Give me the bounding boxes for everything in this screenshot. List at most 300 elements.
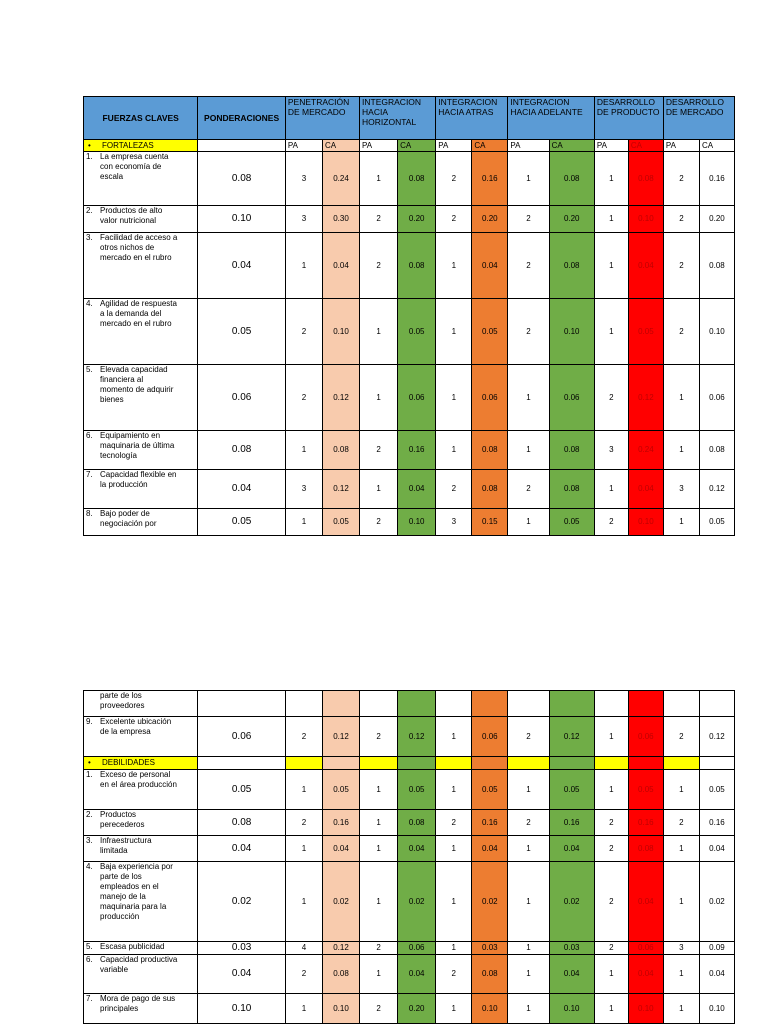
pa-cell: 1 <box>663 770 699 810</box>
factor-row <box>84 810 735 836</box>
pa-cell: 1 <box>594 994 628 1024</box>
ca-label: CA <box>322 140 359 152</box>
bullet: • <box>88 140 91 150</box>
factor-row <box>84 470 735 509</box>
pa-cell: 2 <box>360 431 398 470</box>
ca-cell: 0.16 <box>398 431 436 470</box>
ca-cell: 0.04 <box>398 955 436 994</box>
factor-row <box>84 152 735 206</box>
pa-cell: 1 <box>360 470 398 509</box>
pa-label <box>436 757 472 770</box>
ca-cell: 0.08 <box>472 955 508 994</box>
factor-text: Escasa publicidad <box>100 942 165 951</box>
ca-cell: 0.08 <box>398 152 436 206</box>
factor-row <box>84 233 735 299</box>
pa-cell: 1 <box>285 509 322 536</box>
pa-cell: 2 <box>594 836 628 862</box>
pa-cell <box>663 691 699 717</box>
factor-label <box>86 717 195 737</box>
ca-label <box>398 757 436 770</box>
ca-cell: 0.08 <box>628 152 663 206</box>
pa-label <box>508 757 549 770</box>
ca-cell: 0.08 <box>549 152 594 206</box>
pa-cell: 2 <box>285 299 322 365</box>
ca-cell: 0.20 <box>472 206 508 233</box>
pa-cell: 2 <box>436 470 472 509</box>
ca-cell <box>699 691 734 717</box>
factor-cell <box>84 942 198 955</box>
pa-cell: 2 <box>594 942 628 955</box>
pa-cell: 2 <box>594 810 628 836</box>
factor-text: parte de los proveedores <box>100 691 145 710</box>
factor-number: 1. <box>86 770 93 779</box>
pa-cell: 1 <box>594 233 628 299</box>
ca-cell: 0.04 <box>549 955 594 994</box>
factor-number: 1. <box>86 152 93 161</box>
weight-cell: 0.02 <box>198 862 286 942</box>
ca-cell: 0.10 <box>322 299 359 365</box>
ca-cell: 0.10 <box>628 509 663 536</box>
section-row <box>84 757 735 770</box>
pa-cell: 2 <box>360 233 398 299</box>
ca-cell: 0.04 <box>628 862 663 942</box>
ca-label <box>699 757 734 770</box>
pa-cell: 1 <box>508 955 549 994</box>
ca-cell: 0.16 <box>322 810 359 836</box>
pa-cell: 1 <box>360 836 398 862</box>
factor-row <box>84 431 735 470</box>
pa-cell: 3 <box>663 942 699 955</box>
factor-row <box>84 955 735 994</box>
pa-cell: 1 <box>285 994 322 1024</box>
factor-row <box>84 365 735 431</box>
table-header-row <box>84 97 735 140</box>
ca-cell: 0.02 <box>472 862 508 942</box>
pa-cell: 1 <box>508 509 549 536</box>
pa-cell: 2 <box>436 955 472 994</box>
factor-text: Equipamiento en maquinaria de última tecnología <box>100 431 175 460</box>
pa-cell: 2 <box>360 942 398 955</box>
factor-cell <box>84 233 198 299</box>
weight-cell: 0.03 <box>198 942 286 955</box>
weight-cell: 0.06 <box>198 717 286 757</box>
factor-number: 6. <box>86 955 93 964</box>
factor-cell <box>84 955 198 994</box>
ca-cell: 0.08 <box>322 431 359 470</box>
ca-cell: 0.12 <box>628 365 663 431</box>
header-strategy: INTEGRACION HACIA ATRAS <box>436 97 508 140</box>
pa-cell: 1 <box>360 770 398 810</box>
ca-cell: 0.04 <box>472 836 508 862</box>
pa-label: PA <box>285 140 322 152</box>
factor-label <box>86 862 195 922</box>
header-strategy: INTEGRACION HACIA ADELANTE <box>508 97 595 140</box>
ca-cell <box>322 691 359 717</box>
bullet: • <box>88 758 91 767</box>
pa-cell: 2 <box>360 206 398 233</box>
ca-cell: 0.16 <box>472 152 508 206</box>
pa-cell: 1 <box>436 862 472 942</box>
pa-cell: 1 <box>663 862 699 942</box>
pa-cell: 2 <box>663 152 699 206</box>
ca-cell: 0.02 <box>322 862 359 942</box>
ca-cell: 0.04 <box>549 836 594 862</box>
pa-label <box>360 757 398 770</box>
factor-label <box>86 470 195 490</box>
ca-cell: 0.05 <box>472 770 508 810</box>
weight-cell: 0.10 <box>198 994 286 1024</box>
factor-text: Agilidad de respuesta a la demanda del mercado en el rubro <box>100 299 177 328</box>
factor-number: 8. <box>86 509 93 518</box>
ca-cell: 0.04 <box>322 836 359 862</box>
pa-cell: 1 <box>436 770 472 810</box>
ca-cell: 0.08 <box>699 233 734 299</box>
ca-cell: 0.24 <box>628 431 663 470</box>
weight-cell: 0.06 <box>198 365 286 431</box>
ca-cell: 0.10 <box>549 994 594 1024</box>
pa-cell: 2 <box>285 810 322 836</box>
pa-cell: 2 <box>508 717 549 757</box>
header-strategy: PENETRACIÓN DE MERCADO <box>285 97 359 140</box>
factor-number <box>86 691 100 711</box>
ca-cell: 0.05 <box>628 299 663 365</box>
weight-cell: 0.05 <box>198 770 286 810</box>
pa-cell: 2 <box>360 509 398 536</box>
pa-cell: 2 <box>508 206 549 233</box>
weight-cell <box>198 757 286 770</box>
factor-cell <box>84 509 198 536</box>
pa-cell: 2 <box>436 152 472 206</box>
section-title: FORTALEZAS <box>102 140 154 150</box>
qspm-table-page2 <box>83 690 735 1024</box>
factor-row <box>84 770 735 810</box>
factor-row <box>84 836 735 862</box>
pa-cell: 2 <box>508 299 549 365</box>
factor-number: 6. <box>86 431 93 440</box>
pa-cell: 3 <box>436 509 472 536</box>
pa-label: PA <box>436 140 472 152</box>
ca-label <box>628 757 663 770</box>
ca-cell: 0.06 <box>398 942 436 955</box>
ca-cell: 0.05 <box>322 509 359 536</box>
factor-number: 4. <box>86 862 93 871</box>
pa-cell: 2 <box>436 810 472 836</box>
ca-cell: 0.12 <box>322 470 359 509</box>
ca-cell: 0.16 <box>628 810 663 836</box>
ca-cell: 0.05 <box>322 770 359 810</box>
ca-cell: 0.08 <box>472 431 508 470</box>
pa-cell: 1 <box>594 470 628 509</box>
factor-cell <box>84 299 198 365</box>
ca-cell: 0.04 <box>398 470 436 509</box>
ca-cell: 0.04 <box>322 233 359 299</box>
pa-cell: 1 <box>594 206 628 233</box>
ca-cell: 0.08 <box>699 431 734 470</box>
pa-cell <box>594 691 628 717</box>
pa-cell: 1 <box>360 862 398 942</box>
factor-text: Elevada capacidad financiera al momento de adquirir bienes <box>100 365 174 404</box>
factor-text: Mora de pago de sus principales <box>100 994 176 1013</box>
pa-cell: 3 <box>663 470 699 509</box>
factor-cell <box>84 862 198 942</box>
factor-text: Bajo poder de negociación por <box>100 509 157 528</box>
factor-row <box>84 942 735 955</box>
pa-cell: 2 <box>360 994 398 1024</box>
factor-text: Productos de alto valor nutricional <box>100 206 163 225</box>
ca-cell: 0.06 <box>699 365 734 431</box>
factor-number: 2. <box>86 810 93 819</box>
factor-text: Baja experiencia por parte de los empleados en el manejo de la maquinaria para la producción <box>100 862 173 921</box>
ca-cell: 0.10 <box>628 206 663 233</box>
ca-label: CA <box>699 140 734 152</box>
pa-cell: 2 <box>285 717 322 757</box>
ca-cell: 0.08 <box>398 810 436 836</box>
factor-row <box>84 691 735 717</box>
pa-cell: 1 <box>285 233 322 299</box>
ca-cell: 0.06 <box>628 942 663 955</box>
factor-text: Excelente ubicación de la empresa <box>100 717 172 736</box>
ca-cell: 0.12 <box>322 717 359 757</box>
pa-cell: 1 <box>436 942 472 955</box>
pa-cell: 1 <box>436 994 472 1024</box>
pa-cell: 1 <box>594 152 628 206</box>
factor-number: 9. <box>86 717 93 726</box>
factor-text: Facilidad de acceso a otros nichos de mercado en el rubro <box>100 233 178 262</box>
pa-label: PA <box>663 140 699 152</box>
pa-cell: 3 <box>285 206 322 233</box>
ca-cell: 0.10 <box>628 994 663 1024</box>
factor-label <box>86 770 195 790</box>
ca-label <box>322 757 359 770</box>
ca-cell: 0.05 <box>549 770 594 810</box>
pa-cell: 1 <box>360 299 398 365</box>
ca-cell: 0.06 <box>398 365 436 431</box>
ca-label: CA <box>398 140 436 152</box>
ca-cell: 0.05 <box>398 299 436 365</box>
ca-cell: 0.16 <box>699 810 734 836</box>
pa-cell: 1 <box>285 770 322 810</box>
factor-cell <box>84 431 198 470</box>
pa-cell: 2 <box>594 509 628 536</box>
pa-cell: 1 <box>436 431 472 470</box>
ca-cell: 0.02 <box>549 862 594 942</box>
ca-cell: 0.06 <box>472 365 508 431</box>
ca-cell: 0.16 <box>699 152 734 206</box>
pa-cell <box>436 691 472 717</box>
ca-cell: 0.06 <box>472 717 508 757</box>
pa-cell: 2 <box>594 365 628 431</box>
ca-cell: 0.15 <box>472 509 508 536</box>
ca-cell: 0.12 <box>549 717 594 757</box>
factor-label <box>86 509 195 529</box>
factor-text: Capacidad productiva variable <box>100 955 178 974</box>
factor-label <box>86 431 195 461</box>
ca-cell: 0.04 <box>628 955 663 994</box>
ca-cell <box>549 691 594 717</box>
section-label <box>84 757 198 770</box>
pa-cell: 2 <box>285 365 322 431</box>
ca-cell: 0.20 <box>398 206 436 233</box>
ca-cell: 0.08 <box>628 836 663 862</box>
weight-cell: 0.04 <box>198 470 286 509</box>
pa-cell: 1 <box>508 862 549 942</box>
ca-cell: 0.20 <box>549 206 594 233</box>
factor-cell <box>84 810 198 836</box>
factor-number: 5. <box>86 365 93 374</box>
ca-cell: 0.05 <box>549 509 594 536</box>
pa-cell: 1 <box>436 233 472 299</box>
header-weight: PONDERACIONES <box>198 97 286 140</box>
qspm-table-page1 <box>83 96 735 536</box>
factor-label <box>86 994 195 1014</box>
factor-label <box>86 942 195 952</box>
pa-label: PA <box>594 140 628 152</box>
pa-cell: 2 <box>508 810 549 836</box>
pa-cell: 2 <box>594 862 628 942</box>
ca-cell: 0.10 <box>398 509 436 536</box>
ca-cell: 0.12 <box>398 717 436 757</box>
factor-number: 5. <box>86 942 93 951</box>
ca-label <box>549 757 594 770</box>
pa-cell: 2 <box>663 299 699 365</box>
pa-cell: 1 <box>508 365 549 431</box>
pa-cell: 4 <box>285 942 322 955</box>
ca-label: CA <box>549 140 594 152</box>
ca-cell: 0.05 <box>699 509 734 536</box>
factor-text: La empresa cuenta con economía de escala <box>100 152 169 181</box>
ca-label: CA <box>472 140 508 152</box>
pa-cell: 1 <box>436 299 472 365</box>
factor-number: 4. <box>86 299 93 308</box>
factor-label <box>86 691 195 711</box>
factor-label <box>86 299 195 329</box>
ca-cell: 0.20 <box>699 206 734 233</box>
ca-cell: 0.10 <box>699 299 734 365</box>
ca-cell: 0.10 <box>322 994 359 1024</box>
weight-cell: 0.04 <box>198 233 286 299</box>
pa-cell: 2 <box>436 206 472 233</box>
ca-cell: 0.08 <box>472 470 508 509</box>
header-strategy: DESARROLLO DE MERCADO <box>663 97 734 140</box>
ca-cell: 0.04 <box>628 470 663 509</box>
ca-cell: 0.08 <box>549 470 594 509</box>
weight-cell <box>198 691 286 717</box>
pa-cell: 1 <box>436 717 472 757</box>
pa-label <box>594 757 628 770</box>
pa-cell <box>360 691 398 717</box>
pa-cell: 1 <box>508 994 549 1024</box>
section-label <box>84 140 198 152</box>
factor-row <box>84 994 735 1024</box>
ca-cell: 0.04 <box>699 955 734 994</box>
weight-cell <box>198 140 286 152</box>
factor-cell <box>84 206 198 233</box>
pa-label <box>663 757 699 770</box>
pa-cell: 1 <box>285 431 322 470</box>
ca-label: CA <box>628 140 663 152</box>
ca-cell: 0.06 <box>549 365 594 431</box>
ca-cell: 0.05 <box>398 770 436 810</box>
pa-cell: 1 <box>508 836 549 862</box>
ca-cell: 0.06 <box>628 717 663 757</box>
ca-cell: 0.16 <box>549 810 594 836</box>
factor-cell <box>84 365 198 431</box>
ca-cell: 0.04 <box>699 836 734 862</box>
factor-row <box>84 206 735 233</box>
ca-cell: 0.10 <box>549 299 594 365</box>
pa-cell: 1 <box>508 431 549 470</box>
factor-cell <box>84 770 198 810</box>
ca-cell: 0.12 <box>699 470 734 509</box>
factor-label <box>86 955 195 975</box>
factor-label <box>86 233 195 263</box>
weight-cell: 0.08 <box>198 152 286 206</box>
factor-number: 3. <box>86 233 93 242</box>
pa-label: PA <box>360 140 398 152</box>
pa-cell: 1 <box>360 152 398 206</box>
pa-cell: 1 <box>663 955 699 994</box>
pa-cell: 1 <box>508 152 549 206</box>
factor-cell <box>84 691 198 717</box>
ca-cell: 0.08 <box>398 233 436 299</box>
factor-text: Exceso de personal en el área producción <box>100 770 177 789</box>
pa-cell: 1 <box>508 942 549 955</box>
pa-cell <box>285 691 322 717</box>
ca-cell: 0.02 <box>699 862 734 942</box>
weight-cell: 0.05 <box>198 299 286 365</box>
factor-label <box>86 365 195 405</box>
ca-cell: 0.03 <box>549 942 594 955</box>
pa-cell: 2 <box>360 717 398 757</box>
ca-cell: 0.08 <box>549 233 594 299</box>
weight-cell: 0.10 <box>198 206 286 233</box>
factor-cell <box>84 152 198 206</box>
factor-label <box>86 836 195 856</box>
ca-cell: 0.16 <box>472 810 508 836</box>
section-row <box>84 140 735 152</box>
pa-cell: 2 <box>663 206 699 233</box>
pa-cell: 1 <box>360 365 398 431</box>
factor-label <box>86 810 195 830</box>
factor-row <box>84 299 735 365</box>
ca-label <box>472 757 508 770</box>
ca-cell: 0.04 <box>628 233 663 299</box>
factor-cell <box>84 717 198 757</box>
weight-cell: 0.08 <box>198 810 286 836</box>
pa-cell: 2 <box>663 233 699 299</box>
factor-row <box>84 717 735 757</box>
pa-label: PA <box>508 140 549 152</box>
pa-cell: 1 <box>663 836 699 862</box>
ca-cell <box>472 691 508 717</box>
header-strategy: INTEGRACION HACIA HORIZONTAL <box>360 97 436 140</box>
pa-label <box>285 757 322 770</box>
ca-cell: 0.12 <box>322 365 359 431</box>
ca-cell <box>398 691 436 717</box>
factor-number: 7. <box>86 994 93 1003</box>
pa-cell: 1 <box>663 509 699 536</box>
pa-cell: 1 <box>436 365 472 431</box>
pa-cell: 1 <box>285 836 322 862</box>
factor-row <box>84 509 735 536</box>
ca-cell <box>628 691 663 717</box>
pa-cell: 2 <box>508 233 549 299</box>
pa-cell: 1 <box>594 299 628 365</box>
factor-text: Productos perecederos <box>100 810 145 829</box>
ca-cell: 0.30 <box>322 206 359 233</box>
pa-cell: 1 <box>360 955 398 994</box>
ca-cell: 0.09 <box>699 942 734 955</box>
